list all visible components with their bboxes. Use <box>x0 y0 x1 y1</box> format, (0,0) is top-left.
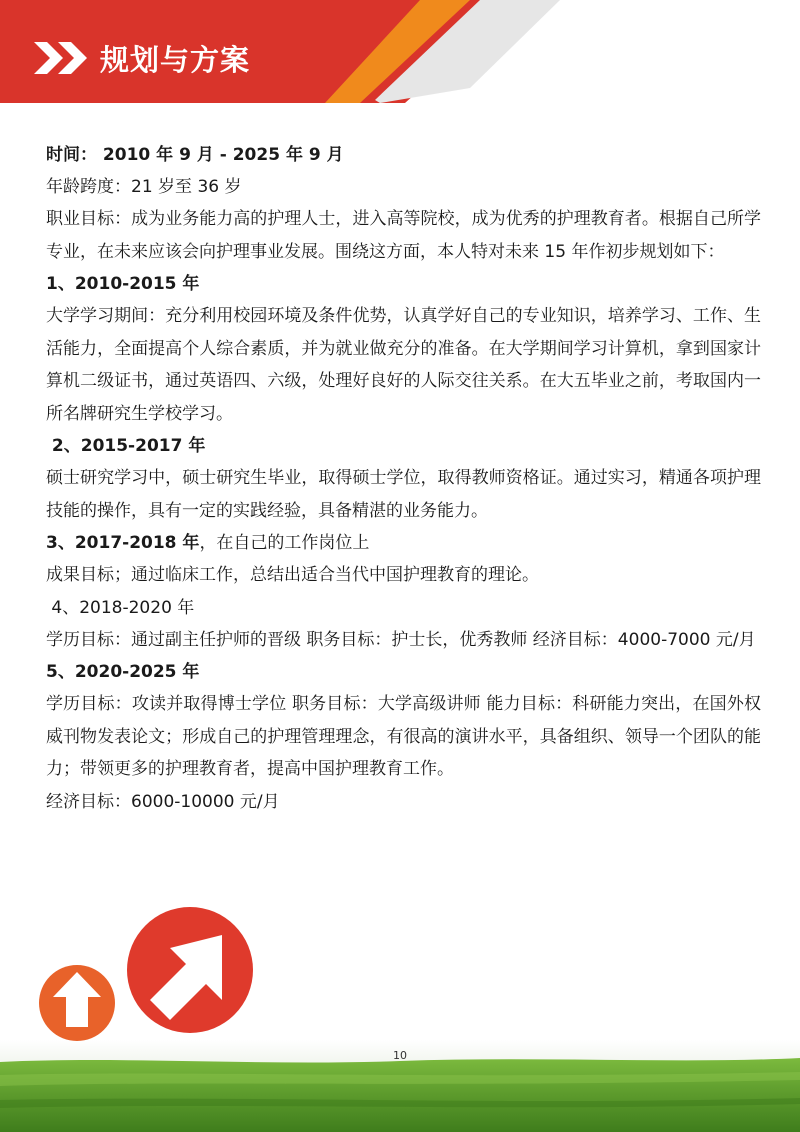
time-line: 时间： 2010 年 9 月 - 2025 年 9 月 <box>46 145 344 165</box>
section-heading: 5、2020-2025 年 <box>46 662 200 682</box>
career-goal-paragraph: 职业目标：成为业务能力高的护理人士，进入高等院校，成为优秀的护理教育者。根据自己所学专业，在未来应该会向护理事业发展。围绕这方面，本人特对未来 15 年作初步规划如下： <box>46 209 761 262</box>
section-heading: 3、2017-2018 年 <box>46 533 200 553</box>
section-heading: 4、2018-2020 年 <box>46 597 195 618</box>
section-text: 大学学习期间：充分利用校园环境及条件优势，认真学好自己的专业知识，培养学习、工作、生活能力，全面提高个人综合素质，并为就业做充分的准备。在大学期间学习计算机，拿到国家计算机二级证书，通过英语四、六级，处理好良好的人际交往关系。在大五毕业之前，考取国内一所名牌研究生学校学习。 <box>46 306 761 424</box>
section-heading: 2、2015-2017 年 <box>46 436 206 456</box>
section-text: 硕士研究学习中，硕士研究生毕业，取得硕士学位，取得教师资格证。通过实习，精通各项护理技能的操作，具有一定的实践经验，具备精湛的业务能力。 <box>46 468 761 521</box>
arrow-up-circle-icon <box>39 965 115 1041</box>
age-span-line: 年龄跨度：21 岁至 36 岁 <box>46 177 242 197</box>
section-heading: 1、2010-2015 年 <box>46 274 200 294</box>
section-heading-note: ，在自己的工作岗位上 <box>199 533 370 553</box>
arrow-diagonal-circle-icon <box>127 907 253 1033</box>
section-text: 学历目标：攻读并取得博士学位 职务目标：大学高级讲师 能力目标：科研能力突出，在国外权威刊物发表论文；形成自己的护理管理理念，有很高的演讲水平，具备组织、领导一个团队的能力；带领更多的护理教育者，提高中国护理教育工作。 <box>46 694 761 779</box>
section-text: 成果目标；通过临床工作，总结出适合当代中国护理教育的理论。 <box>46 565 539 585</box>
section-extra: 经济目标：6000-10000 元/月 <box>46 791 280 812</box>
page-title: 规划与方案 <box>100 43 251 77</box>
section-text: 学历目标：通过副主任护师的晋级 职务目标：护士长，优秀教师 经济目标：4000-7000 元/月 <box>46 629 756 650</box>
grass-field <box>0 1058 800 1132</box>
page-number: 10 <box>393 1049 407 1062</box>
